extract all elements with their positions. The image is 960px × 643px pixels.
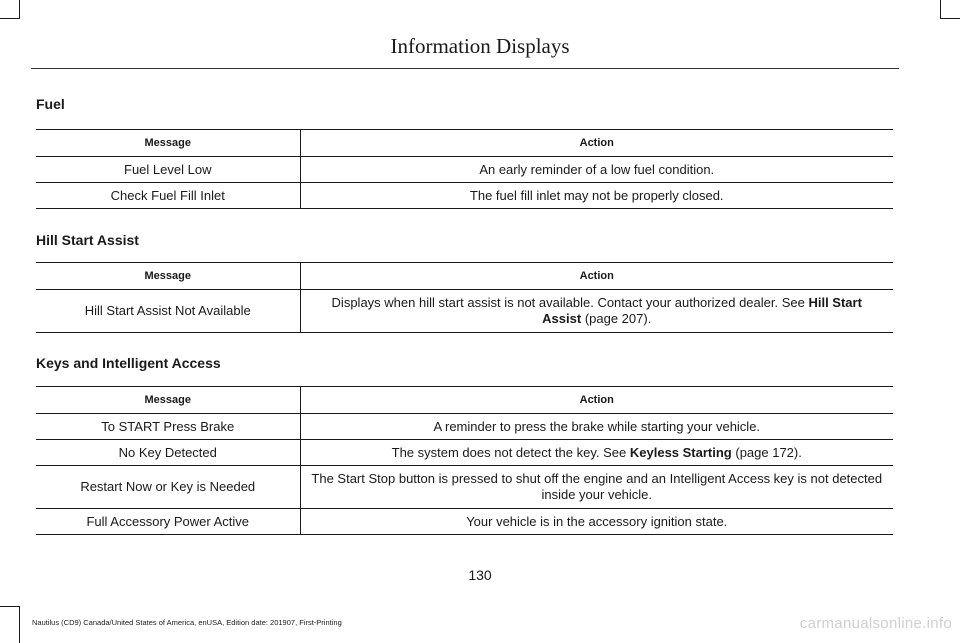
column-header-action: Action [579,137,614,149]
action-text: Displays when hill start assist is not available. Contact your authorized dealer. See [331,295,809,310]
section-heading-fuel: Fuel [36,96,65,112]
column-header-message: Message [36,130,300,157]
table-row [36,466,893,509]
action-cell [300,440,893,466]
watermark: carmanualsonline.info [799,615,952,632]
table-row [36,414,893,440]
table-row [36,509,893,535]
table-row [36,290,893,333]
table-row [36,157,893,183]
page-title: Information Displays [390,34,570,58]
crop-mark [19,0,20,19]
column-header-action: Action [579,394,614,406]
message-cell: Hill Start Assist Not Available [36,290,300,333]
section-heading-keys-and-intelligent-access: Keys and Intelligent Access [36,355,221,371]
page-reference: (page 172). [731,444,802,460]
message-cell: No Key Detected [36,440,300,466]
action-cell: The Start Stop button is pressed to shut off the engine and an Intelligent Access key is not detected inside your vehicle. [311,471,883,502]
table-header-row [36,130,893,157]
fuel-table [36,129,893,209]
page-reference: (page 207). [581,311,652,326]
keys-intelligent-access-table [36,386,893,535]
hill-start-assist-table [36,262,893,333]
message-cell: Full Accessory Power Active [36,509,300,535]
cross-reference-link[interactable]: Keyless Starting [629,444,732,460]
action-cell: An early reminder of a low fuel condition. [479,161,715,177]
column-header-message: Message [36,263,300,290]
table-row [36,183,893,209]
crop-mark [940,18,960,19]
crop-mark [940,0,941,19]
action-text: The system does not detect the key. See [391,444,630,460]
table-row [36,440,893,466]
edition-footer: Nautilus (CD9) Canada/United States of America, enUSA, Edition date: 201907, First-Printing [32,618,342,627]
action-cell: A reminder to press the brake while starting your vehicle. [433,418,761,434]
column-header-message: Message [36,387,300,414]
table-header-row [36,387,893,414]
header-rule [31,68,899,69]
section-heading-hill-start-assist: Hill Start Assist [36,232,139,248]
crop-mark [19,606,20,643]
message-cell: Fuel Level Low [36,157,300,183]
action-cell: The fuel fill inlet may not be properly closed. [469,187,724,203]
cross-reference-link[interactable]: Hill Start Assist [542,295,862,326]
action-cell [300,290,893,333]
action-cell: Your vehicle is in the accessory ignition state. [466,513,728,529]
crop-mark [0,18,20,19]
page-number: 130 [468,567,492,583]
message-cell: To START Press Brake [36,414,300,440]
message-cell: Restart Now or Key is Needed [36,466,300,509]
table-header-row [36,263,893,290]
message-cell: Check Fuel Fill Inlet [36,183,300,209]
column-header-action: Action [579,270,614,282]
crop-mark [0,606,20,607]
